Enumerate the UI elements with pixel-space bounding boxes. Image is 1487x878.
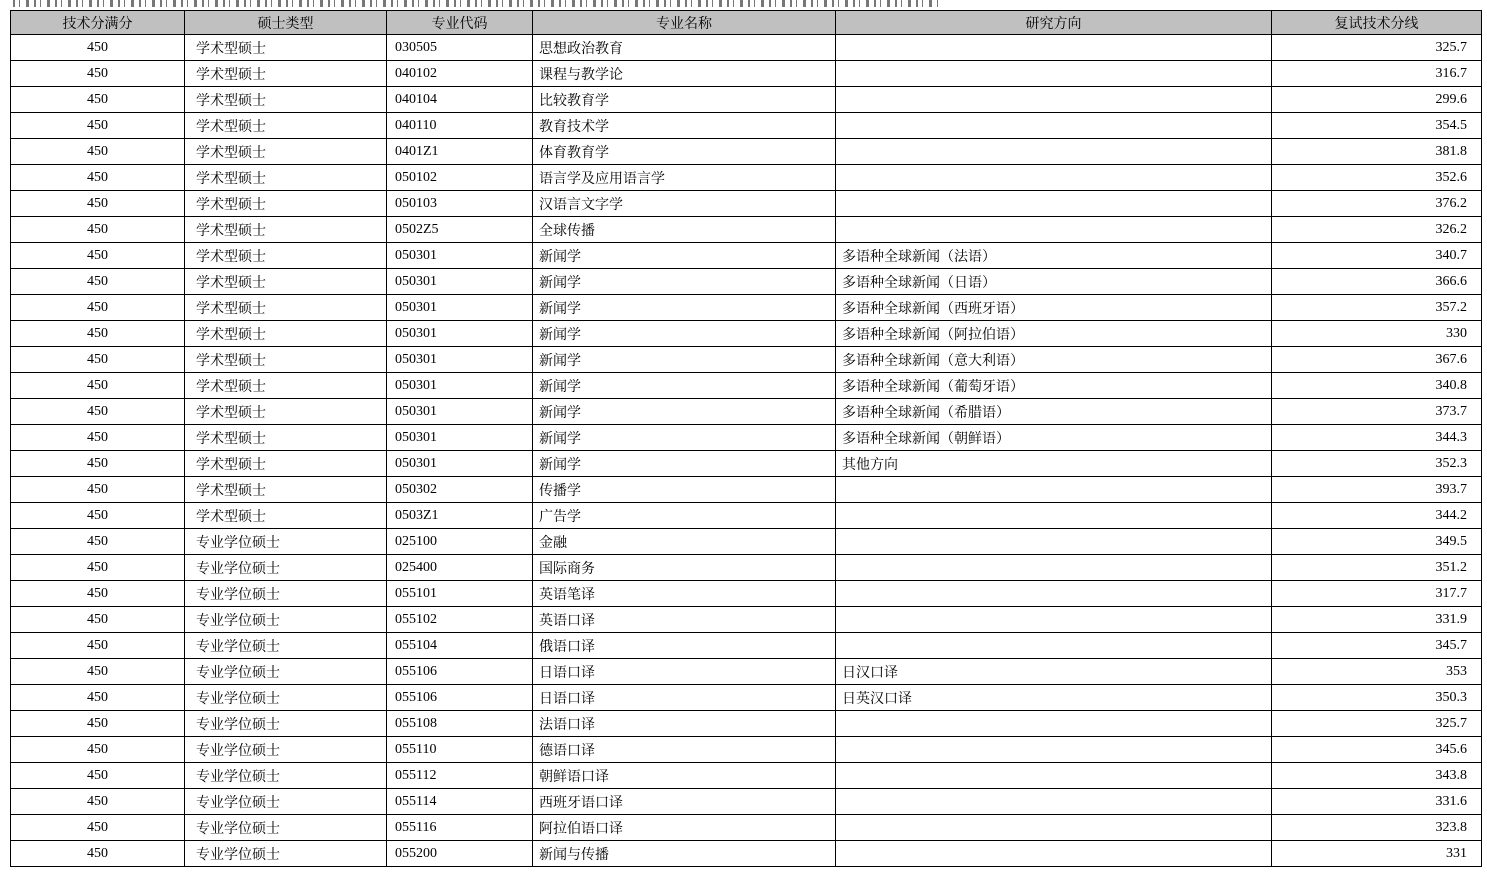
cell-major-code: 050301 [387,399,533,425]
cell-master-type: 学术型硕士 [185,451,387,477]
table-row [11,347,1482,373]
cell-major-name: 全球传播 [533,217,836,243]
cell-retest-score-line: 352.3 [1272,451,1482,477]
table-row [11,243,1482,269]
cell-master-type: 专业学位硕士 [185,607,387,633]
cell-major-code: 055106 [387,659,533,685]
cell-master-type: 专业学位硕士 [185,789,387,815]
cell-major-name: 传播学 [533,477,836,503]
cell-full-score: 450 [11,425,185,451]
table-row [11,607,1482,633]
cell-retest-score-line: 352.6 [1272,165,1482,191]
table-row [11,737,1482,763]
cell-master-type: 专业学位硕士 [185,581,387,607]
cell-major-name: 新闻学 [533,295,836,321]
cell-research-direction [836,113,1272,139]
column-header-master-type: 硕士类型 [185,11,387,35]
cell-master-type: 学术型硕士 [185,61,387,87]
table-row [11,399,1482,425]
cell-major-code: 0502Z5 [387,217,533,243]
column-header-retest-score-line: 复试技术分线 [1272,11,1482,35]
cell-master-type: 专业学位硕士 [185,815,387,841]
cell-major-name: 新闻学 [533,451,836,477]
cell-major-name: 英语笔译 [533,581,836,607]
cell-major-name: 法语口译 [533,711,836,737]
cell-full-score: 450 [11,373,185,399]
table-row [11,841,1482,867]
cell-retest-score-line: 340.7 [1272,243,1482,269]
cell-retest-score-line: 317.7 [1272,581,1482,607]
cell-research-direction: 多语种全球新闻（西班牙语） [836,295,1272,321]
cell-full-score: 450 [11,347,185,373]
cell-master-type: 专业学位硕士 [185,633,387,659]
table-row [11,581,1482,607]
cell-major-name: 新闻学 [533,425,836,451]
cell-master-type: 学术型硕士 [185,373,387,399]
cell-major-name: 课程与教学论 [533,61,836,87]
cell-master-type: 专业学位硕士 [185,737,387,763]
table-row [11,87,1482,113]
column-header-research-direction: 研究方向 [836,11,1272,35]
cell-major-code: 040110 [387,113,533,139]
cell-full-score: 450 [11,321,185,347]
cell-full-score: 450 [11,87,185,113]
cell-retest-score-line: 323.8 [1272,815,1482,841]
cell-full-score: 450 [11,451,185,477]
cell-major-code: 030505 [387,35,533,61]
cell-retest-score-line: 381.8 [1272,139,1482,165]
header-row [11,11,1482,35]
cell-research-direction [836,633,1272,659]
cell-major-name: 西班牙语口译 [533,789,836,815]
cell-master-type: 学术型硕士 [185,35,387,61]
cell-major-code: 050301 [387,347,533,373]
table-row [11,763,1482,789]
cell-research-direction: 多语种全球新闻（阿拉伯语） [836,321,1272,347]
cell-full-score: 450 [11,737,185,763]
cell-major-code: 055114 [387,789,533,815]
cell-major-code: 050302 [387,477,533,503]
cell-major-name: 阿拉伯语口译 [533,815,836,841]
table-row [11,373,1482,399]
cell-major-name: 新闻与传播 [533,841,836,867]
cell-full-score: 450 [11,399,185,425]
cell-major-code: 055101 [387,581,533,607]
cell-research-direction: 多语种全球新闻（意大利语） [836,347,1272,373]
table-row [11,503,1482,529]
cell-retest-score-line: 376.2 [1272,191,1482,217]
cell-retest-score-line: 393.7 [1272,477,1482,503]
table-row [11,659,1482,685]
cell-master-type: 学术型硕士 [185,321,387,347]
cell-master-type: 学术型硕士 [185,295,387,321]
table-row [11,295,1482,321]
cell-retest-score-line: 330 [1272,321,1482,347]
cell-major-code: 0401Z1 [387,139,533,165]
cell-research-direction [836,815,1272,841]
cell-retest-score-line: 340.8 [1272,373,1482,399]
table-row [11,139,1482,165]
cell-research-direction [836,139,1272,165]
cell-major-name: 语言学及应用语言学 [533,165,836,191]
cell-full-score: 450 [11,789,185,815]
cell-retest-score-line: 325.7 [1272,711,1482,737]
cell-research-direction [836,503,1272,529]
cell-retest-score-line: 349.5 [1272,529,1482,555]
column-header-major-code: 专业代码 [387,11,533,35]
cell-master-type: 学术型硕士 [185,191,387,217]
cell-major-code: 055112 [387,763,533,789]
clipped-text-remnant [13,0,938,7]
cell-master-type: 专业学位硕士 [185,685,387,711]
cell-master-type: 学术型硕士 [185,217,387,243]
cell-major-code: 055108 [387,711,533,737]
cell-master-type: 专业学位硕士 [185,763,387,789]
cell-major-name: 金融 [533,529,836,555]
cell-research-direction [836,477,1272,503]
cell-retest-score-line: 357.2 [1272,295,1482,321]
table-row [11,269,1482,295]
cell-research-direction [836,529,1272,555]
cell-major-code: 050301 [387,321,533,347]
cell-full-score: 450 [11,295,185,321]
cell-master-type: 学术型硕士 [185,165,387,191]
cell-master-type: 专业学位硕士 [185,555,387,581]
cell-retest-score-line: 344.3 [1272,425,1482,451]
cell-retest-score-line: 326.2 [1272,217,1482,243]
table-row [11,477,1482,503]
cell-research-direction [836,217,1272,243]
cell-master-type: 学术型硕士 [185,347,387,373]
table-row [11,113,1482,139]
cell-major-name: 体育教育学 [533,139,836,165]
cell-research-direction [836,763,1272,789]
cell-major-name: 汉语言文字学 [533,191,836,217]
cell-full-score: 450 [11,841,185,867]
cell-major-name: 朝鲜语口译 [533,763,836,789]
score-table-header [11,11,1482,35]
cell-master-type: 专业学位硕士 [185,659,387,685]
cell-major-name: 德语口译 [533,737,836,763]
cell-research-direction [836,581,1272,607]
cell-major-code: 040104 [387,87,533,113]
table-row [11,711,1482,737]
cell-major-name: 国际商务 [533,555,836,581]
cell-full-score: 450 [11,711,185,737]
cell-master-type: 学术型硕士 [185,243,387,269]
cell-master-type: 专业学位硕士 [185,841,387,867]
cell-research-direction [836,841,1272,867]
cell-major-name: 日语口译 [533,685,836,711]
cell-major-code: 055104 [387,633,533,659]
cell-full-score: 450 [11,659,185,685]
cell-research-direction: 多语种全球新闻（希腊语） [836,399,1272,425]
cell-full-score: 450 [11,113,185,139]
cell-research-direction: 多语种全球新闻（朝鲜语） [836,425,1272,451]
table-row [11,217,1482,243]
cell-research-direction [836,711,1272,737]
cell-retest-score-line: 331.6 [1272,789,1482,815]
cell-major-code: 055102 [387,607,533,633]
score-table-container [10,10,1482,867]
cell-retest-score-line: 344.2 [1272,503,1482,529]
table-row [11,555,1482,581]
cell-major-code: 055106 [387,685,533,711]
cell-major-code: 050301 [387,269,533,295]
cell-research-direction: 其他方向 [836,451,1272,477]
cell-research-direction [836,789,1272,815]
cell-major-code: 025400 [387,555,533,581]
table-row [11,633,1482,659]
column-header-full-score: 技术分满分 [11,11,185,35]
cell-major-name: 广告学 [533,503,836,529]
table-row [11,35,1482,61]
cell-full-score: 450 [11,35,185,61]
cell-major-name: 日语口译 [533,659,836,685]
score-table-body [11,35,1482,867]
cell-major-name: 比较教育学 [533,87,836,113]
table-row [11,529,1482,555]
cell-master-type: 专业学位硕士 [185,711,387,737]
cell-research-direction [836,87,1272,113]
cell-major-name: 新闻学 [533,243,836,269]
cell-master-type: 学术型硕士 [185,87,387,113]
cell-master-type: 学术型硕士 [185,269,387,295]
cell-retest-score-line: 373.7 [1272,399,1482,425]
cell-research-direction [836,737,1272,763]
cell-major-code: 050301 [387,295,533,321]
cell-full-score: 450 [11,243,185,269]
cell-major-name: 思想政治教育 [533,35,836,61]
cell-retest-score-line: 366.6 [1272,269,1482,295]
cell-full-score: 450 [11,503,185,529]
cell-full-score: 450 [11,269,185,295]
cell-research-direction [836,607,1272,633]
cell-research-direction: 日英汉口译 [836,685,1272,711]
cell-research-direction [836,555,1272,581]
table-row [11,61,1482,87]
cell-major-name: 俄语口译 [533,633,836,659]
cell-major-name: 新闻学 [533,321,836,347]
cell-retest-score-line: 353 [1272,659,1482,685]
cell-research-direction: 多语种全球新闻（葡萄牙语） [836,373,1272,399]
table-row [11,191,1482,217]
cell-major-name: 英语口译 [533,607,836,633]
cell-major-name: 新闻学 [533,269,836,295]
cell-major-code: 055116 [387,815,533,841]
cell-full-score: 450 [11,477,185,503]
cell-major-code: 055200 [387,841,533,867]
cell-master-type: 学术型硕士 [185,113,387,139]
cell-retest-score-line: 331.9 [1272,607,1482,633]
cell-major-code: 050103 [387,191,533,217]
cell-full-score: 450 [11,217,185,243]
cell-master-type: 学术型硕士 [185,503,387,529]
cell-full-score: 450 [11,191,185,217]
cell-major-name: 新闻学 [533,373,836,399]
cell-major-code: 050301 [387,451,533,477]
cell-major-code: 050301 [387,373,533,399]
cell-major-code: 040102 [387,61,533,87]
cell-research-direction [836,35,1272,61]
cell-full-score: 450 [11,555,185,581]
cell-retest-score-line: 299.6 [1272,87,1482,113]
cell-retest-score-line: 350.3 [1272,685,1482,711]
cell-retest-score-line: 343.8 [1272,763,1482,789]
cell-research-direction: 多语种全球新闻（法语） [836,243,1272,269]
table-row [11,789,1482,815]
cell-major-code: 050301 [387,425,533,451]
cell-retest-score-line: 354.5 [1272,113,1482,139]
cell-full-score: 450 [11,685,185,711]
cell-major-code: 050102 [387,165,533,191]
cell-full-score: 450 [11,763,185,789]
cell-retest-score-line: 325.7 [1272,35,1482,61]
cell-retest-score-line: 345.6 [1272,737,1482,763]
cell-master-type: 专业学位硕士 [185,529,387,555]
cell-full-score: 450 [11,815,185,841]
table-row [11,321,1482,347]
table-row [11,815,1482,841]
cell-master-type: 学术型硕士 [185,477,387,503]
cell-research-direction [836,61,1272,87]
cell-retest-score-line: 345.7 [1272,633,1482,659]
cell-research-direction [836,191,1272,217]
cell-major-code: 055110 [387,737,533,763]
cell-full-score: 450 [11,61,185,87]
cell-full-score: 450 [11,581,185,607]
cell-major-name: 教育技术学 [533,113,836,139]
cell-research-direction [836,165,1272,191]
cell-retest-score-line: 367.6 [1272,347,1482,373]
cell-retest-score-line: 351.2 [1272,555,1482,581]
cell-major-name: 新闻学 [533,399,836,425]
cell-research-direction: 日汉口译 [836,659,1272,685]
cell-retest-score-line: 316.7 [1272,61,1482,87]
table-row [11,451,1482,477]
cell-major-code: 0503Z1 [387,503,533,529]
cell-retest-score-line: 331 [1272,841,1482,867]
cell-full-score: 450 [11,139,185,165]
cell-full-score: 450 [11,607,185,633]
cell-major-code: 025100 [387,529,533,555]
table-row [11,685,1482,711]
score-table [10,10,1482,867]
cell-master-type: 学术型硕士 [185,399,387,425]
cell-full-score: 450 [11,165,185,191]
cell-master-type: 学术型硕士 [185,425,387,451]
cell-major-name: 新闻学 [533,347,836,373]
cell-major-code: 050301 [387,243,533,269]
table-row [11,165,1482,191]
table-row [11,425,1482,451]
cell-full-score: 450 [11,529,185,555]
cell-master-type: 学术型硕士 [185,139,387,165]
column-header-major-name: 专业名称 [533,11,836,35]
cell-full-score: 450 [11,633,185,659]
cell-research-direction: 多语种全球新闻（日语） [836,269,1272,295]
